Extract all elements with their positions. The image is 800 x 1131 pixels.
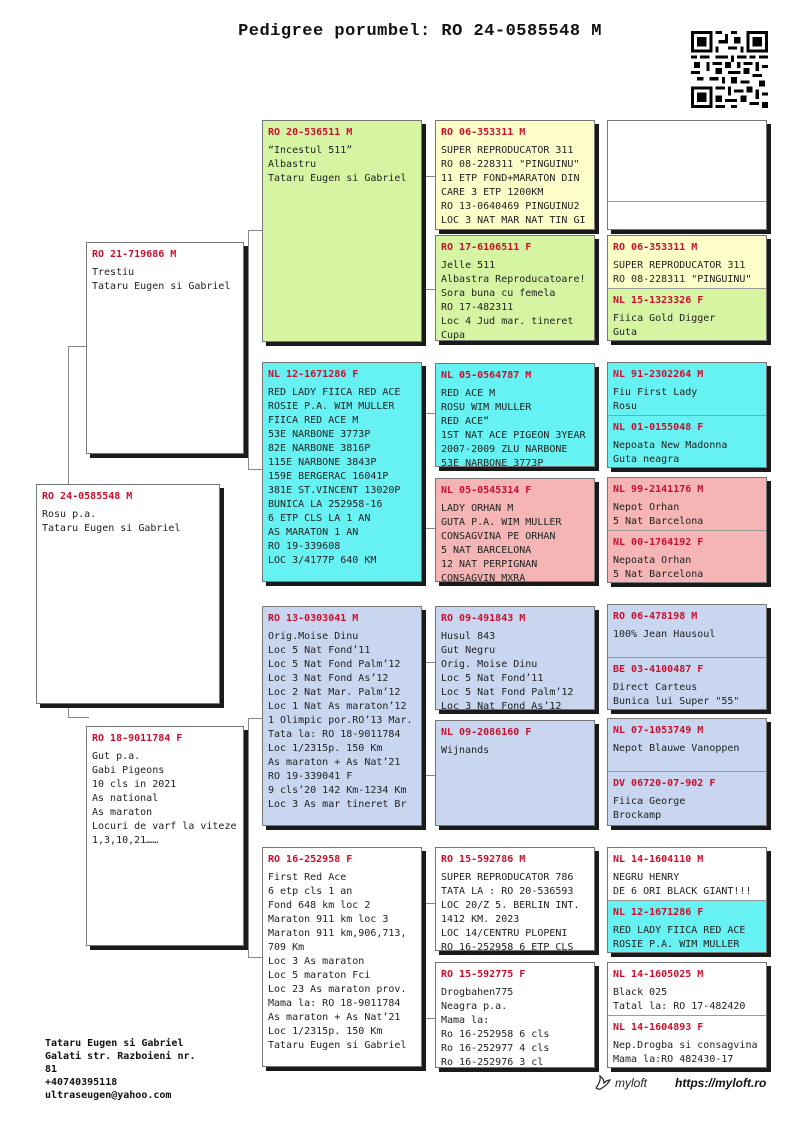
card-line: ROSIE P.A. WIM MULLER	[613, 939, 740, 950]
ring-number: RO 16-252958 F	[268, 854, 353, 865]
card-line: Direct Carteus	[613, 682, 698, 693]
card-line: Loc 5 Nat Fond’11	[268, 645, 371, 656]
card-line: LOC 3/4177P 640 KM	[268, 555, 377, 566]
ring-number: NL 07-1053749 M	[613, 725, 704, 736]
card-line: Fiica George	[613, 796, 686, 807]
card-line: 709 Km	[268, 942, 305, 953]
card-line: Albastra Reproducatoare!	[441, 274, 586, 285]
ring-number: RO 15-592775 F	[441, 969, 526, 980]
card-line: Bunica lui Super "55"	[613, 696, 740, 707]
card-line: RED LADY FIICA RED ACE	[613, 925, 746, 936]
address-line: Tataru Eugen si Gabriel	[45, 1038, 184, 1049]
card-line: SUPER REPRODUCATOR 786	[441, 872, 574, 883]
card-line: Loc 5 Nat Fond Palm’12	[441, 687, 574, 698]
card-line: 381E ST.VINCENT 13020P	[268, 485, 401, 496]
card-line: Nepot Orhan	[613, 502, 680, 513]
card-line: LADY ORHAN M	[441, 503, 514, 514]
card-line: 53E NARBONE 3773P	[441, 458, 544, 467]
card-line: 100% Jean Hausoul	[613, 629, 716, 640]
pedigree-card-fmmf	[608, 478, 766, 530]
card-line: RO 13-0640469 PINGUINU2	[441, 201, 580, 212]
ring-number: RO 20-536511 M	[268, 127, 353, 138]
card-line: CONSAGVINA PE ORHAN	[441, 531, 556, 542]
pedigree-card-mf	[262, 606, 422, 826]
card-line: Tataru Eugen si Gabriel	[268, 1040, 407, 1051]
card-line: Loc 23 As maraton prov.	[268, 984, 407, 995]
card-line: TATA LA : RO 20-536593	[441, 886, 574, 897]
pedigree-card-pair-1	[607, 120, 767, 230]
card-line: DE 6 ORI BLACK GIANT!!!	[613, 886, 752, 897]
card-line: Ro 16-252976 3 cl	[441, 1057, 544, 1068]
card-line: Cupa	[441, 330, 466, 341]
pedigree-card-pair-8	[607, 962, 767, 1068]
ring-number: RO 15-592786 M	[441, 854, 526, 865]
card-line: As maraton + As Nat’21	[268, 1012, 401, 1023]
card-line: LOC 14/CENTRU PLOPENI	[441, 928, 568, 939]
card-line: GUTA P.A. WIM MULLER	[441, 517, 562, 528]
ring-number: RO 13-0303041 M	[268, 613, 359, 624]
address-line: +40740395118	[45, 1077, 118, 1088]
pedigree-card-ffmf	[608, 236, 766, 288]
pigeon-icon	[594, 1074, 612, 1092]
page-title: Pedigree porumbel: RO 24-0585548 M	[238, 22, 602, 41]
card-line: 115E NARBONE 3843P	[268, 457, 377, 468]
card-line: Orig. Moise Dinu	[441, 659, 538, 670]
card-line: 6 etp cls 1 an	[268, 886, 353, 897]
card-line: CARE 3 ETP 1200KM	[441, 187, 544, 198]
card-line: SUPER REPRODUCATOR 311	[613, 260, 746, 271]
ring-number: NL 01-0155048 F	[613, 422, 704, 433]
pedigree-card-mff	[435, 606, 595, 710]
pedigree-card-father	[86, 242, 244, 454]
card-line: 12 NAT PERPIGNAN	[441, 559, 538, 570]
card-line: Fiica Gold Digger	[613, 313, 716, 324]
ring-number: DV 06720-07-902 F	[613, 778, 716, 789]
pedigree-card-mfmf	[608, 719, 766, 771]
card-line: Tataru Eugen si Gabriel	[268, 173, 407, 184]
card-line: Loc 1/2315p. 150 Km	[268, 743, 383, 754]
pedigree-card-fffm	[608, 202, 766, 230]
card-line: Tataru Eugen si Gabriel	[42, 523, 181, 534]
address-line: ultraseugen@yahoo.com	[45, 1090, 172, 1101]
card-line: Albastru	[268, 159, 317, 170]
card-line: Drogbahen775	[441, 987, 514, 998]
card-line: RED ACE M	[441, 388, 496, 399]
card-line: Loc 3 As mar tineret Br	[268, 799, 407, 810]
card-line: As national	[92, 793, 159, 804]
card-line: 1412 KM. 2023	[441, 914, 520, 925]
ring-number: NL 05-0545314 F	[441, 485, 532, 496]
pedigree-card-mfff	[608, 605, 766, 657]
pedigree-card-ffff	[608, 121, 766, 173]
pedigree-card-mmfm	[608, 901, 766, 953]
card-line: RO 16-252958 6 ETP CLS	[441, 942, 574, 951]
ring-number: NL 15-1323326 F	[613, 295, 704, 306]
card-line: 1 Olimpic por.RO’13 Mar.	[268, 715, 413, 726]
card-line: ROSU WIM MULLER	[441, 402, 532, 413]
qr-code-icon	[691, 31, 768, 108]
pedigree-card-fmmm	[608, 531, 766, 583]
card-line: Loc 3 Nat Fond As’12	[268, 673, 389, 684]
card-line: Gut Negru	[441, 645, 496, 656]
card-line: Jelle 511	[441, 260, 496, 271]
card-line: Guta neagra	[613, 454, 680, 465]
ring-number: RO 17-6106511 F	[441, 242, 532, 253]
card-line: RO 17-482311	[441, 302, 514, 313]
pedigree-card-pair-2	[607, 235, 767, 341]
pedigree-card-ff	[262, 120, 422, 342]
card-line: 1ST NAT ACE PIGEON 3YEAR	[441, 430, 586, 441]
ring-number: NL 12-1671286 F	[613, 907, 704, 918]
pedigree-card-pair-5	[607, 604, 767, 710]
card-line: Ro 16-252958 6 cls	[441, 1029, 550, 1040]
card-line: Nep.Drogba si consagvina	[613, 1040, 758, 1051]
pedigree-card-mm	[262, 847, 422, 1067]
pedigree-card-mmmf	[608, 963, 766, 1015]
connector-gen3-1	[425, 176, 435, 290]
card-line: As maraton	[92, 807, 153, 818]
pedigree-card-mmf	[435, 847, 595, 951]
card-line: Loc 5 Nat Fond’11	[441, 673, 544, 684]
pedigree-card-fmff	[608, 363, 766, 415]
card-line: Tata la: RO 18-9011784	[268, 729, 401, 740]
card-line: RO 08-228311 "PINGUINU"	[441, 159, 580, 170]
card-line: Loc 2 Nat Mar. Palm’12	[268, 687, 401, 698]
card-line: Loc 1/2315p. 150 Km	[268, 1026, 383, 1037]
card-line: AS MARATON 1 AN	[268, 527, 359, 538]
card-line: 82E NARBONE 3816P	[268, 443, 371, 454]
connector-gen2-mother	[248, 718, 263, 958]
logo-text: myloft	[615, 1076, 648, 1090]
card-line: Gabi Pigeons	[92, 765, 165, 776]
address-line: Galati str. Razboieni nr.	[45, 1051, 196, 1062]
card-line: 5 Nat Barcelona	[613, 569, 704, 580]
connector-gen3-3	[425, 662, 435, 776]
pedigree-card-mfm	[435, 720, 595, 826]
ring-number: RO 21-719686 M	[92, 249, 177, 260]
ring-number: NL 14-1604110 M	[613, 854, 704, 865]
ring-number: RO 09-491843 M	[441, 613, 526, 624]
pedigree-card-mfmm	[608, 772, 766, 826]
card-line: Fond 648 km loc 2	[268, 900, 371, 911]
card-line: Gut p.a.	[92, 751, 141, 762]
card-line: LOC 3 NAT MAR NAT TIN GI	[441, 215, 586, 226]
pedigree-card-mother	[86, 726, 244, 946]
pedigree-card-pair-3	[607, 362, 767, 468]
ring-number: NL 12-1671286 F	[268, 369, 359, 380]
card-line: 6 ETP CLS LA 1 AN	[268, 513, 371, 524]
ring-number: NL 09-2086160 F	[441, 727, 532, 738]
connector-gen2-father	[248, 230, 263, 470]
ring-number: RO 06-478198 M	[613, 611, 698, 622]
card-line: RED LADY FIICA RED ACE	[268, 387, 401, 398]
ring-number: NL 00-1764192 F	[613, 537, 704, 548]
card-line: Wijnands	[441, 745, 490, 756]
card-line: Loc 5 maraton Fci	[268, 970, 371, 981]
card-line: 159E BERGERAC 16041P	[268, 471, 389, 482]
ring-number: BE 03-4100487 F	[613, 664, 704, 675]
card-line: 5 Nat Barcelona	[613, 516, 704, 527]
pedigree-card-fmm	[435, 478, 595, 582]
pedigree-card-mmm	[435, 962, 595, 1068]
card-line: Nepoata New Madonna	[613, 440, 728, 451]
breeder-address	[45, 1037, 196, 1102]
ring-number: NL 05-0564787 M	[441, 370, 532, 381]
pedigree-card-fmfm	[608, 416, 766, 468]
card-line: NEGRU HENRY	[613, 872, 680, 883]
card-line: RED ACE”	[441, 416, 490, 427]
website-link[interactable]: https://myloft.ro	[675, 1076, 767, 1090]
card-line: Loc 5 Nat Fond Palm’12	[268, 659, 401, 670]
ring-number: RO 24-0585548 M	[42, 491, 133, 502]
pedigree-card-mmmm	[608, 1016, 766, 1068]
card-line: Loc 4 Jud mar. tineret	[441, 316, 574, 327]
card-line: Brockamp	[613, 810, 662, 821]
card-line: Guta	[613, 327, 638, 338]
card-line: RO 19-339041 F	[268, 771, 353, 782]
myloft-logo	[594, 1074, 647, 1092]
card-line: Mama la:	[441, 1015, 490, 1026]
pedigree-card-mmff	[608, 848, 766, 900]
card-line: Nepoata Orhan	[613, 555, 692, 566]
address-line: 81	[45, 1064, 58, 1075]
card-line: BUNICA LA 252958-16	[268, 499, 383, 510]
ring-number: RO 06-353311 M	[441, 127, 526, 138]
card-line: Mama la: RO 18-9011784	[268, 998, 401, 1009]
connector-gen3-4	[425, 903, 435, 1019]
card-line: “Incestul 511”	[268, 145, 353, 156]
card-line: SUPER REPRODUCATOR 311	[441, 145, 574, 156]
ring-number: NL 14-1605025 M	[613, 969, 704, 980]
ring-number: RO 06-353311 M	[613, 242, 698, 253]
ring-number: NL 99-2141176 M	[613, 484, 704, 495]
card-line: LOC 20/Z 5. BERLIN INT.	[441, 900, 580, 911]
card-line: 2007-2009 ZLU NARBONE	[441, 444, 568, 455]
pedigree-card-ffm	[435, 235, 595, 341]
card-line: Sora buna cu femela	[441, 288, 556, 299]
card-line: Neagra p.a.	[441, 1001, 508, 1012]
card-line: Nepot Blauwe Vanoppen	[613, 743, 740, 754]
card-line: Tatal la: RO 17-482420	[613, 1001, 746, 1012]
card-line: Fiu First Lady	[613, 387, 698, 398]
card-line: 9 cls’20 142 Km-1234 Km	[268, 785, 407, 796]
card-line: Ro 16-252977 4 cls	[441, 1043, 550, 1054]
pedigree-card-pair-7	[607, 847, 767, 953]
pedigree-card-pair-6	[607, 718, 767, 826]
card-line: Orig.Moise Dinu	[268, 631, 359, 642]
card-line: RO 19-339608	[268, 541, 341, 552]
card-line: Loc 3 Nat Fond As’12	[441, 701, 562, 710]
card-line: CONSAGVIN MXRA	[441, 573, 526, 582]
card-line: FIICA RED ACE M	[268, 415, 359, 426]
pedigree-card-fff	[435, 120, 595, 230]
pedigree-card-subject	[36, 484, 220, 704]
card-line: RO 08-228311 "PINGUINU"	[613, 274, 752, 285]
card-line: 5 NAT BARCELONA	[441, 545, 532, 556]
connector-gen3-2	[425, 413, 435, 529]
card-line: First Red Ace	[268, 872, 347, 883]
card-line: Trestiu	[92, 267, 135, 278]
card-line: ROSIE P.A. WIM MULLER	[268, 401, 395, 412]
card-line: Locuri de varf la viteze	[92, 821, 237, 832]
card-line: As maraton + As Nat’21	[268, 757, 401, 768]
card-line: Maraton 911 km loc 3	[268, 914, 389, 925]
card-line: Rosu p.a.	[42, 509, 97, 520]
ring-number: NL 14-1604893 F	[613, 1022, 704, 1033]
pedigree-card-mffm	[608, 658, 766, 710]
ring-number: RO 18-9011784 F	[92, 733, 183, 744]
pedigree-card-ffmm	[608, 289, 766, 341]
card-line: Tataru Eugen si Gabriel	[92, 281, 231, 292]
card-line: Maraton 911 km,906,713,	[268, 928, 407, 939]
card-line: Husul 843	[441, 631, 496, 642]
card-line: 11 ETP FOND+MARATON DIN	[441, 173, 580, 184]
ring-number: NL 91-2302264 M	[613, 369, 704, 380]
pedigree-card-fm	[262, 362, 422, 582]
pedigree-card-pair-4	[607, 477, 767, 583]
card-line: Mama la:RO 482430-17	[613, 1054, 734, 1065]
card-line: Rosu	[613, 401, 638, 412]
card-line: Black 025	[613, 987, 668, 998]
pedigree-card-fmf	[435, 363, 595, 467]
card-line: Loc 1 Nat As maraton’12	[268, 701, 407, 712]
card-line: Loc 3 As maraton	[268, 956, 365, 967]
card-line: 10 cls in 2021	[92, 779, 177, 790]
card-line: 53E NARBONE 3773P	[268, 429, 371, 440]
card-line: 1,3,10,21……	[92, 835, 159, 846]
